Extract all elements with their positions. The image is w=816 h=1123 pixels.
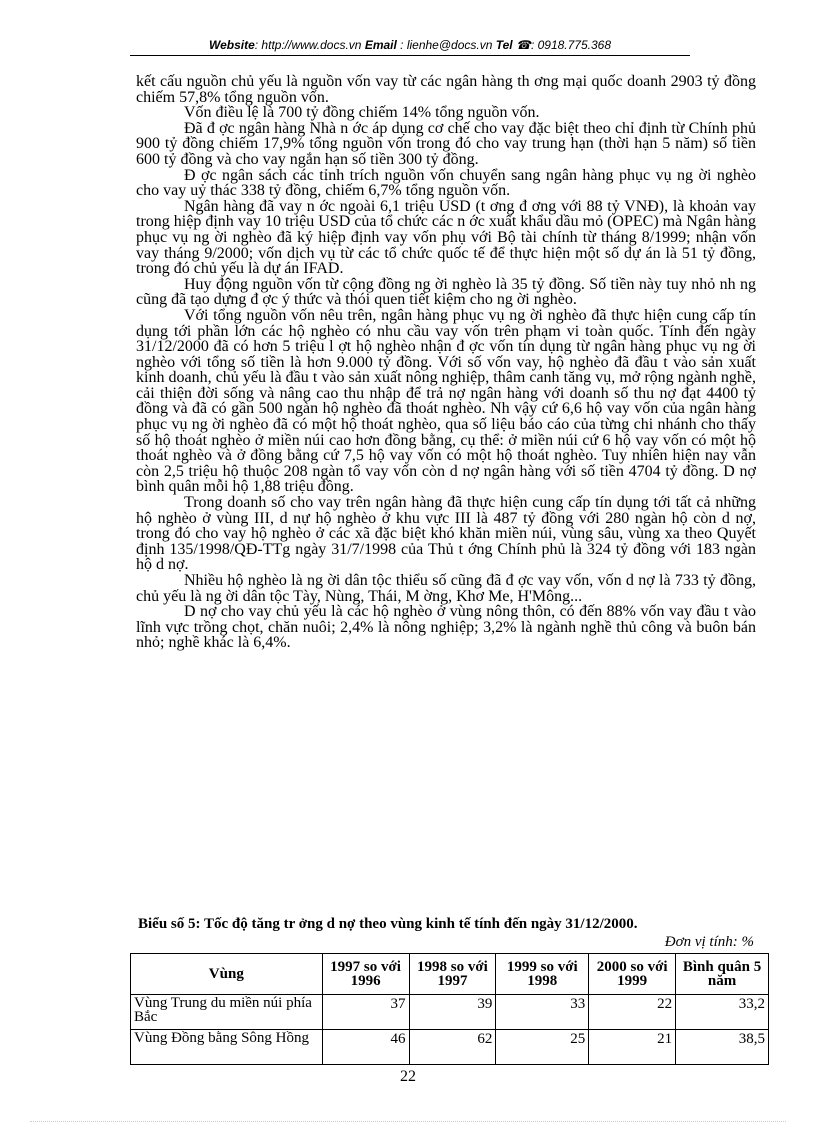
- region-cell: Vùng Trung du miền núi phía Bắc: [131, 995, 323, 1030]
- column-header: Vùng: [131, 954, 323, 995]
- paragraph: kết cấu nguồn chủ yếu là nguồn vốn vay từ các ngân hàng th ơng mại quốc doanh 2903 tỷ đồng chiếm 57,8% tổng nguồn vốn.: [136, 73, 756, 106]
- column-header: 2000 so với 1999: [589, 954, 676, 995]
- paragraph: Ngân hàng đã vay n ớc ngoài 6,1 triệu USD (t ơng đ ơng với 88 tỷ VNĐ), là khoản vay trong hiệp định vay 10 triệu USD của tổ chức các n ớc xuất khẩu dầu mỏ (OPEC) mà Ngân hàng phục vụ ng ời nghèo đã ký hiệp định vay vốn phụ với Bộ tài chính từ tháng 8/1999; nhận vốn vay tháng 9/2000; vốn dịch vụ từ các tổ chức quốc tế để thực hiện một số dự án là 51 tỷ đồng, trong đó chủ yếu là dự án IFAD.: [136, 197, 756, 278]
- table-unit: Đơn vị tính: %: [664, 934, 754, 950]
- value-cell: 22: [589, 995, 676, 1030]
- value-cell: 33,2: [676, 995, 769, 1030]
- page-header: [130, 38, 690, 52]
- column-header: Bình quân 5 năm: [676, 954, 769, 995]
- value-cell: 62: [409, 1030, 496, 1065]
- header-rule: [130, 55, 690, 56]
- region-cell: Vùng Đồng bằng Sông Hồng: [131, 1030, 323, 1065]
- column-header: 1997 so với 1996: [322, 954, 409, 995]
- value-cell: 38,5: [676, 1030, 769, 1065]
- phone-icon: ☎: [515, 38, 531, 52]
- email-address: : lienhe@docs.vn: [396, 38, 496, 52]
- table-row: [131, 1030, 769, 1065]
- table-header-row: [131, 954, 769, 995]
- value-cell: 33: [496, 995, 589, 1030]
- paragraph: Vốn điều lệ là 700 tỷ đồng chiếm 14% tổng nguồn vốn.: [184, 104, 540, 122]
- website-label: Website: [208, 38, 255, 52]
- body-text: [136, 74, 756, 651]
- paragraph: Huy động nguồn vốn từ cộng đồng ng ời nghèo là 35 tỷ đồng. Số tiền này tuy nhỏ nh ng cũng đã tạo dựng đ ợc ý thức và thói quen tiết kiệm cho ng ời nghèo.: [136, 275, 756, 309]
- value-cell: 21: [589, 1030, 676, 1065]
- paragraph: D nợ cho vay chủ yếu là các hộ nghèo ở vùng nông thôn, có đến 88% vốn vay đầu t vào lĩnh vực trồng chọt, chăn nuôi; 2,4% là nông nghiệp; 3,2% là ngành nghề thủ công và buôn bán nhỏ; nghề khác là 6,4%.: [136, 603, 756, 652]
- value-cell: 46: [322, 1030, 409, 1065]
- value-cell: 25: [496, 1030, 589, 1065]
- footer-rule: [30, 1121, 786, 1122]
- paragraph: Đã đ ợc ngân hàng Nhà n ớc áp dụng cơ chế cho vay đặc biệt theo chỉ định từ Chính phủ 900 tỷ đồng chiếm 17,9% tổng nguồn vốn trong đó cho vay trung hạn (thời hạn 5 năm) số tiền 600 tỷ đồng và cho vay ngắn hạn số tiền 300 tỷ đồng.: [136, 119, 756, 168]
- tel-label: Tel: [495, 38, 513, 52]
- tel-number: : 0918.775.368: [530, 38, 612, 52]
- paragraph: Trong doanh số cho vay trên ngân hàng đã thực hiện cung cấp tín dụng tới tất cả những hộ nghèo ở vùng III, d nự hộ nghèo ở khu vực III là 487 tỷ đồng với 280 ngàn hộ còn d nợ, trong đó cho vay hộ nghèo ở các xã đặc biệt khó khăn miền núi, vùng sâu, vùng xa theo Quyết định 135/1998/QĐ-TTg ngày 31/7/1998 của Thủ t ớng Chính phủ là 324 tỷ đồng với 183 ngàn hộ d nợ.: [136, 494, 756, 574]
- column-header: 1999 so với 1998: [496, 954, 589, 995]
- email-label: Email: [364, 38, 397, 52]
- page-number: 22: [400, 1068, 416, 1085]
- value-cell: 37: [322, 995, 409, 1030]
- table-row: [131, 995, 769, 1030]
- website-url: : http://www.docs.vn: [254, 38, 365, 52]
- value-cell: 39: [409, 995, 496, 1030]
- column-header: 1998 so với 1997: [409, 954, 496, 995]
- paragraph: Với tổng nguồn vốn nêu trên, ngân hàng phục vụ ng ời nghèo đã thực hiện cung cấp tín dụng tới phần lớn các hộ nghèo có nhu cầu vay vốn trên phạm vi toàn quốc. Tính đến ngày 31/12/2000 đã có hơn 5 triệu l ợt hộ nghèo nhận đ ợc vốn tín dụng từ ngân hàng phục vụ ng ời nghèo với tổng số tiền là hơn 9.000 tỷ đồng. Với số vốn vay, hộ nghèo đã đầu t vào sản xuất kinh doanh, chủ yếu là đầu t vào sản xuất nông nghiệp, thâm canh tăng vụ, mở rộng ngành nghề, cải thiện đời sống và nâng cao thu nhập để trả nợ ngân hàng với doanh số thu nợ đạt 4400 tỷ đồng và đã có gần 500 ngàn hộ nghèo đã thoát nghèo. Nh vậy cứ 6,6 hộ vay vốn của ngân hàng phục vụ ng ời nghèo đã có một hộ thoát nghèo, qua số liệu báo cáo của từng chi nhánh cho thấy số hộ thoát nghèo ở miền núi cao hơn đồng bằng, cụ thể: ở miền núi cứ 6 hộ vay vốn có một hộ thoát nghèo và ở đồng bằng cứ 7,5 hộ vay vốn có một hộ thoát nghèo. Tuy nhiên hiện nay vẫn còn 2,5 triệu hộ thuộc 208 ngàn tổ vay vốn còn d nợ ngân hàng với số tiền 4704 tỷ đồng. D nợ bình quân mỗi hộ 1,88 triệu đồng.: [136, 306, 756, 496]
- table-title: Biểu số 5: Tốc độ tăng tr ởng d nợ theo vùng kinh tế tính đến ngày 31/12/2000.: [138, 916, 638, 932]
- paragraph: Nhiều hộ nghèo là ng ời dân tộc thiểu số cũng đã đ ợc vay vốn, vốn d nợ là 733 tỷ đồng, chủ yếu là ng ời dân tộc Tày, Nùng, Thái, M ờng, Khơ Me, H'Mông...: [136, 572, 756, 605]
- paragraph: Đ ợc ngân sách các tỉnh trích nguồn vốn chuyển sang ngân hàng phục vụ ng ời nghèo cho vay uỷ thác 338 tỷ đồng, chiếm 6,7% tổng nguồn vốn.: [136, 166, 756, 200]
- growth-table: [130, 953, 769, 1065]
